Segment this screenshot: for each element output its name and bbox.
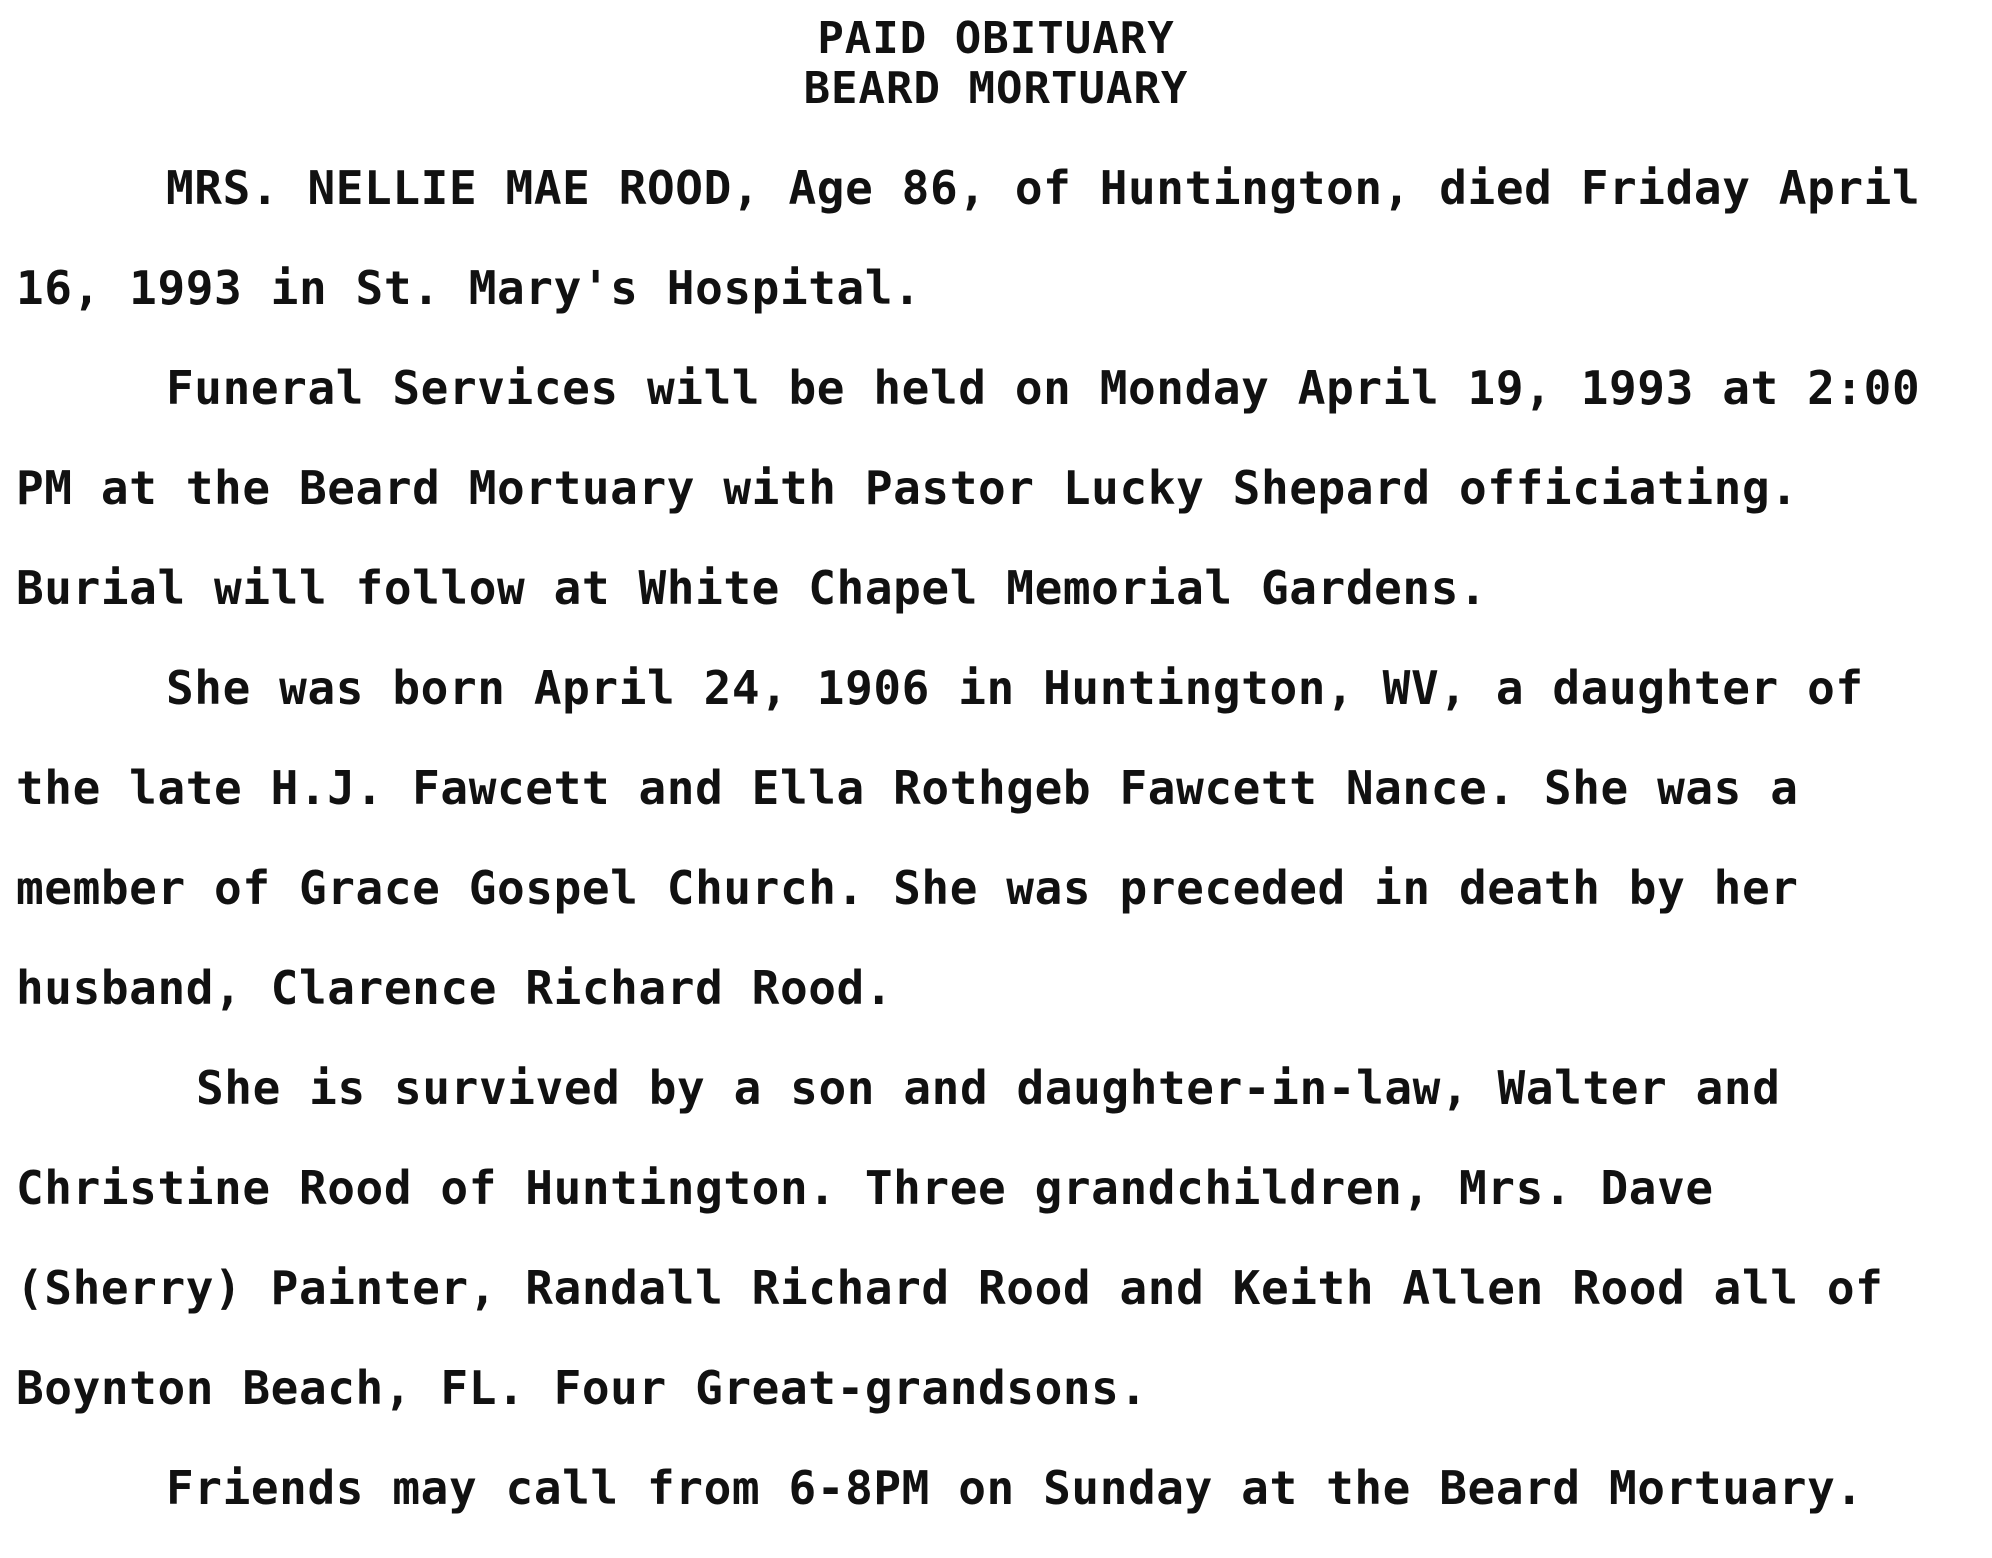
text-line: MRS. NELLIE MAE ROOD, Age 86, of Huntington, died Friday April bbox=[166, 161, 1921, 215]
obituary-body bbox=[16, 158, 1976, 1558]
text-line: Funeral Services will be held on Monday April 19, 1993 at 2:00 bbox=[166, 361, 1921, 415]
notice-type-heading: PAID OBITUARY bbox=[817, 13, 1175, 64]
text-line: She was born April 24, 1906 in Huntington, WV, a daughter of bbox=[166, 661, 1864, 715]
mortuary-name-heading: BEARD MORTUARY bbox=[803, 63, 1189, 114]
text-line: Boynton Beach, FL. Four Great-grandsons. bbox=[16, 1361, 1148, 1415]
text-line: She is survived by a son and daughter-in-law, Walter and bbox=[196, 1061, 1781, 1115]
text-line: Burial will follow at White Chapel Memorial Gardens. bbox=[16, 561, 1488, 615]
text-line: member of Grace Gospel Church. She was preceded in death by her bbox=[16, 861, 1799, 915]
text-line: PM at the Beard Mortuary with Pastor Lucky Shepard officiating. bbox=[16, 461, 1799, 515]
text-line: (Sherry) Painter, Randall Richard Rood and Keith Allen Rood all of bbox=[16, 1261, 1884, 1315]
text-line: Christine Rood of Huntington. Three grandchildren, Mrs. Dave bbox=[16, 1161, 1714, 1215]
text-line: husband, Clarence Richard Rood. bbox=[16, 961, 894, 1015]
text-line: 16, 1993 in St. Mary's Hospital. bbox=[16, 261, 922, 315]
text-line: Friends may call from 6-8PM on Sunday at the Beard Mortuary. bbox=[166, 1461, 1864, 1515]
text-line: the late H.J. Fawcett and Ella Rothgeb Fawcett Nance. She was a bbox=[16, 761, 1799, 815]
